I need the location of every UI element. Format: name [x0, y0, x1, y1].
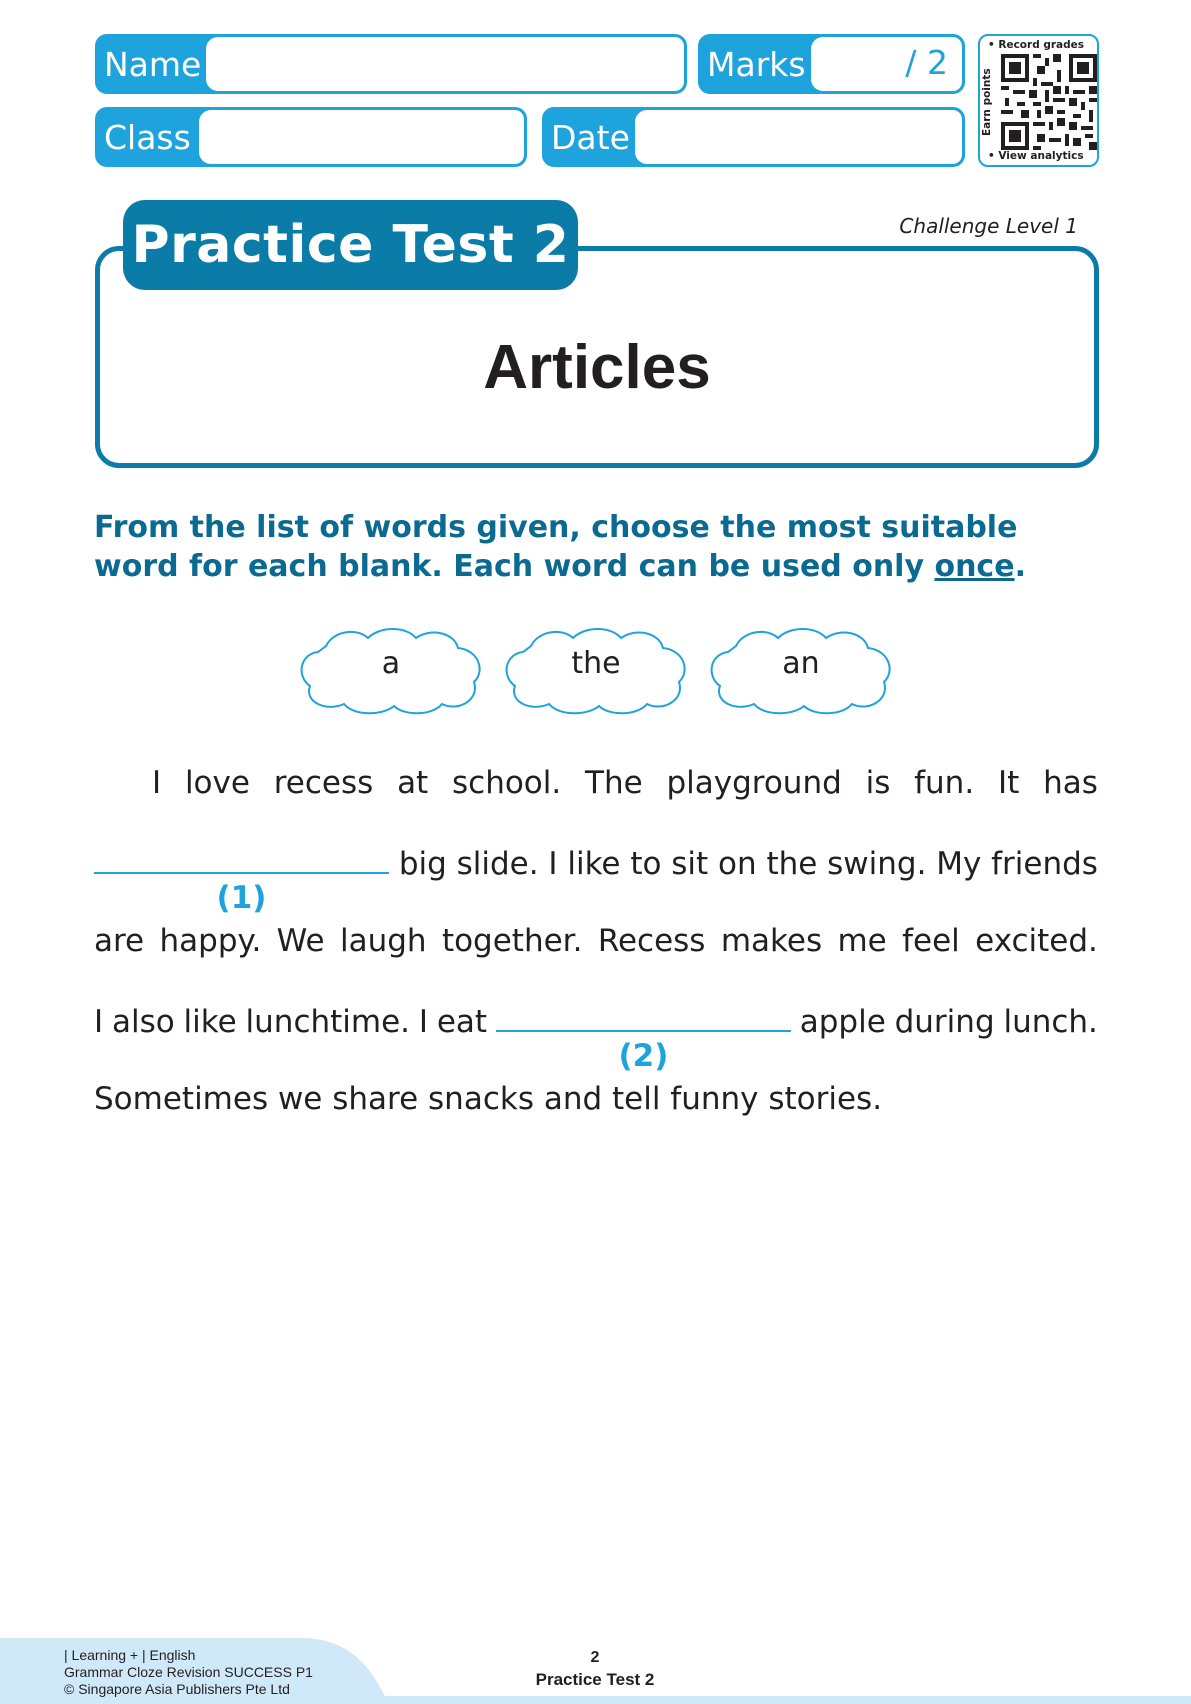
word: playground — [666, 765, 842, 801]
word: me — [837, 923, 887, 959]
qr-bottom-text: • View analytics — [988, 150, 1084, 162]
footer-page-info — [480, 1649, 710, 1690]
word: The — [585, 765, 643, 801]
practice-test-title: Practice Test 2 — [131, 215, 570, 275]
name-label: Name — [104, 44, 202, 84]
word: apple — [799, 1004, 886, 1040]
word: big — [398, 846, 447, 882]
word: I — [418, 1004, 429, 1040]
qr-code[interactable] — [978, 34, 1099, 167]
word: feel — [902, 923, 960, 959]
footer-series: | Learning + | English — [64, 1647, 196, 1663]
word-a: a — [381, 646, 401, 681]
word: also — [111, 1004, 175, 1040]
word: lunchtime. — [245, 1004, 411, 1040]
footer-copyright: © Singapore Asia Publishers Pte Ltd — [64, 1681, 290, 1697]
word-cloud-a — [296, 624, 486, 716]
class-input[interactable] — [199, 110, 524, 164]
passage-line-4 — [94, 1002, 1098, 1074]
word: recess — [273, 765, 374, 801]
word: sit — [671, 846, 709, 882]
marks-input[interactable] — [811, 37, 962, 91]
word: friends — [991, 846, 1098, 882]
word: school. — [452, 765, 562, 801]
qr-top-text: • Record grades — [988, 39, 1085, 51]
footer-publisher — [64, 1647, 313, 1698]
blank-1[interactable] — [94, 844, 389, 916]
blank-2-number: (2) — [618, 1038, 669, 1074]
date-input[interactable] — [635, 110, 962, 164]
challenge-level: Challenge Level 1 — [899, 214, 1078, 238]
word: like — [183, 1004, 237, 1040]
footer-page-title: Practice Test 2 — [535, 1670, 655, 1689]
word: like — [567, 846, 621, 882]
word: Recess — [597, 923, 706, 959]
word: I — [94, 1004, 104, 1040]
date-label: Date — [551, 117, 630, 157]
word: laugh — [339, 923, 427, 959]
passage-line-3 — [94, 923, 1098, 963]
word: eat — [436, 1004, 488, 1040]
word: makes — [720, 923, 823, 959]
class-label: Class — [104, 117, 191, 157]
word: fun. — [914, 765, 975, 801]
word: I — [152, 765, 162, 801]
footer-book: Grammar Cloze Revision SUCCESS P1 — [64, 1664, 313, 1680]
instruction-emphasis: once — [934, 549, 1015, 584]
word-cloud-an — [706, 624, 896, 716]
passage-line-5 — [94, 1081, 1098, 1121]
passage-line-1 — [94, 765, 1098, 805]
word: are — [94, 923, 145, 959]
marks-field[interactable] — [698, 34, 965, 94]
word: lunch. — [1003, 1004, 1098, 1040]
passage-line-2 — [94, 844, 1098, 916]
blank-2[interactable] — [496, 1002, 791, 1074]
word: I — [548, 846, 558, 882]
word: during — [894, 1004, 995, 1040]
name-field[interactable] — [95, 34, 687, 94]
practice-test-tab — [123, 200, 578, 290]
word: It — [997, 765, 1020, 801]
word-cloud-the — [501, 624, 691, 716]
date-field[interactable] — [542, 107, 965, 167]
word: on — [718, 846, 757, 882]
name-input[interactable] — [206, 37, 684, 91]
topic-title: Articles — [483, 333, 711, 402]
instruction-text: From the list of words given, choose the most suitable word for each blank. Each word can be used only — [94, 510, 1018, 584]
word: is — [865, 765, 891, 801]
word-the: the — [571, 646, 621, 681]
word: at — [397, 765, 429, 801]
blank-1-number: (1) — [216, 880, 267, 916]
word: to — [630, 846, 662, 882]
qr-side-text: Earn points — [981, 68, 993, 136]
word: together. — [441, 923, 583, 959]
page-number: 2 — [590, 1649, 600, 1666]
instructions — [94, 508, 1104, 586]
marks-total: / 2 — [905, 43, 948, 82]
word: slide. — [456, 846, 539, 882]
instruction-end: . — [1014, 549, 1026, 584]
word-an: an — [782, 646, 820, 681]
word: swing. — [827, 846, 927, 882]
qr-icon — [1001, 54, 1097, 150]
class-field[interactable] — [95, 107, 527, 167]
word: excited. — [975, 923, 1098, 959]
word: the — [766, 846, 818, 882]
passage-last-line: Sometimes we share snacks and tell funny stories. — [94, 1081, 883, 1117]
word: My — [936, 846, 982, 882]
marks-label: Marks — [707, 44, 806, 84]
word: happy. — [159, 923, 262, 959]
word: has — [1043, 765, 1098, 801]
word: We — [276, 923, 325, 959]
word: love — [184, 765, 250, 801]
